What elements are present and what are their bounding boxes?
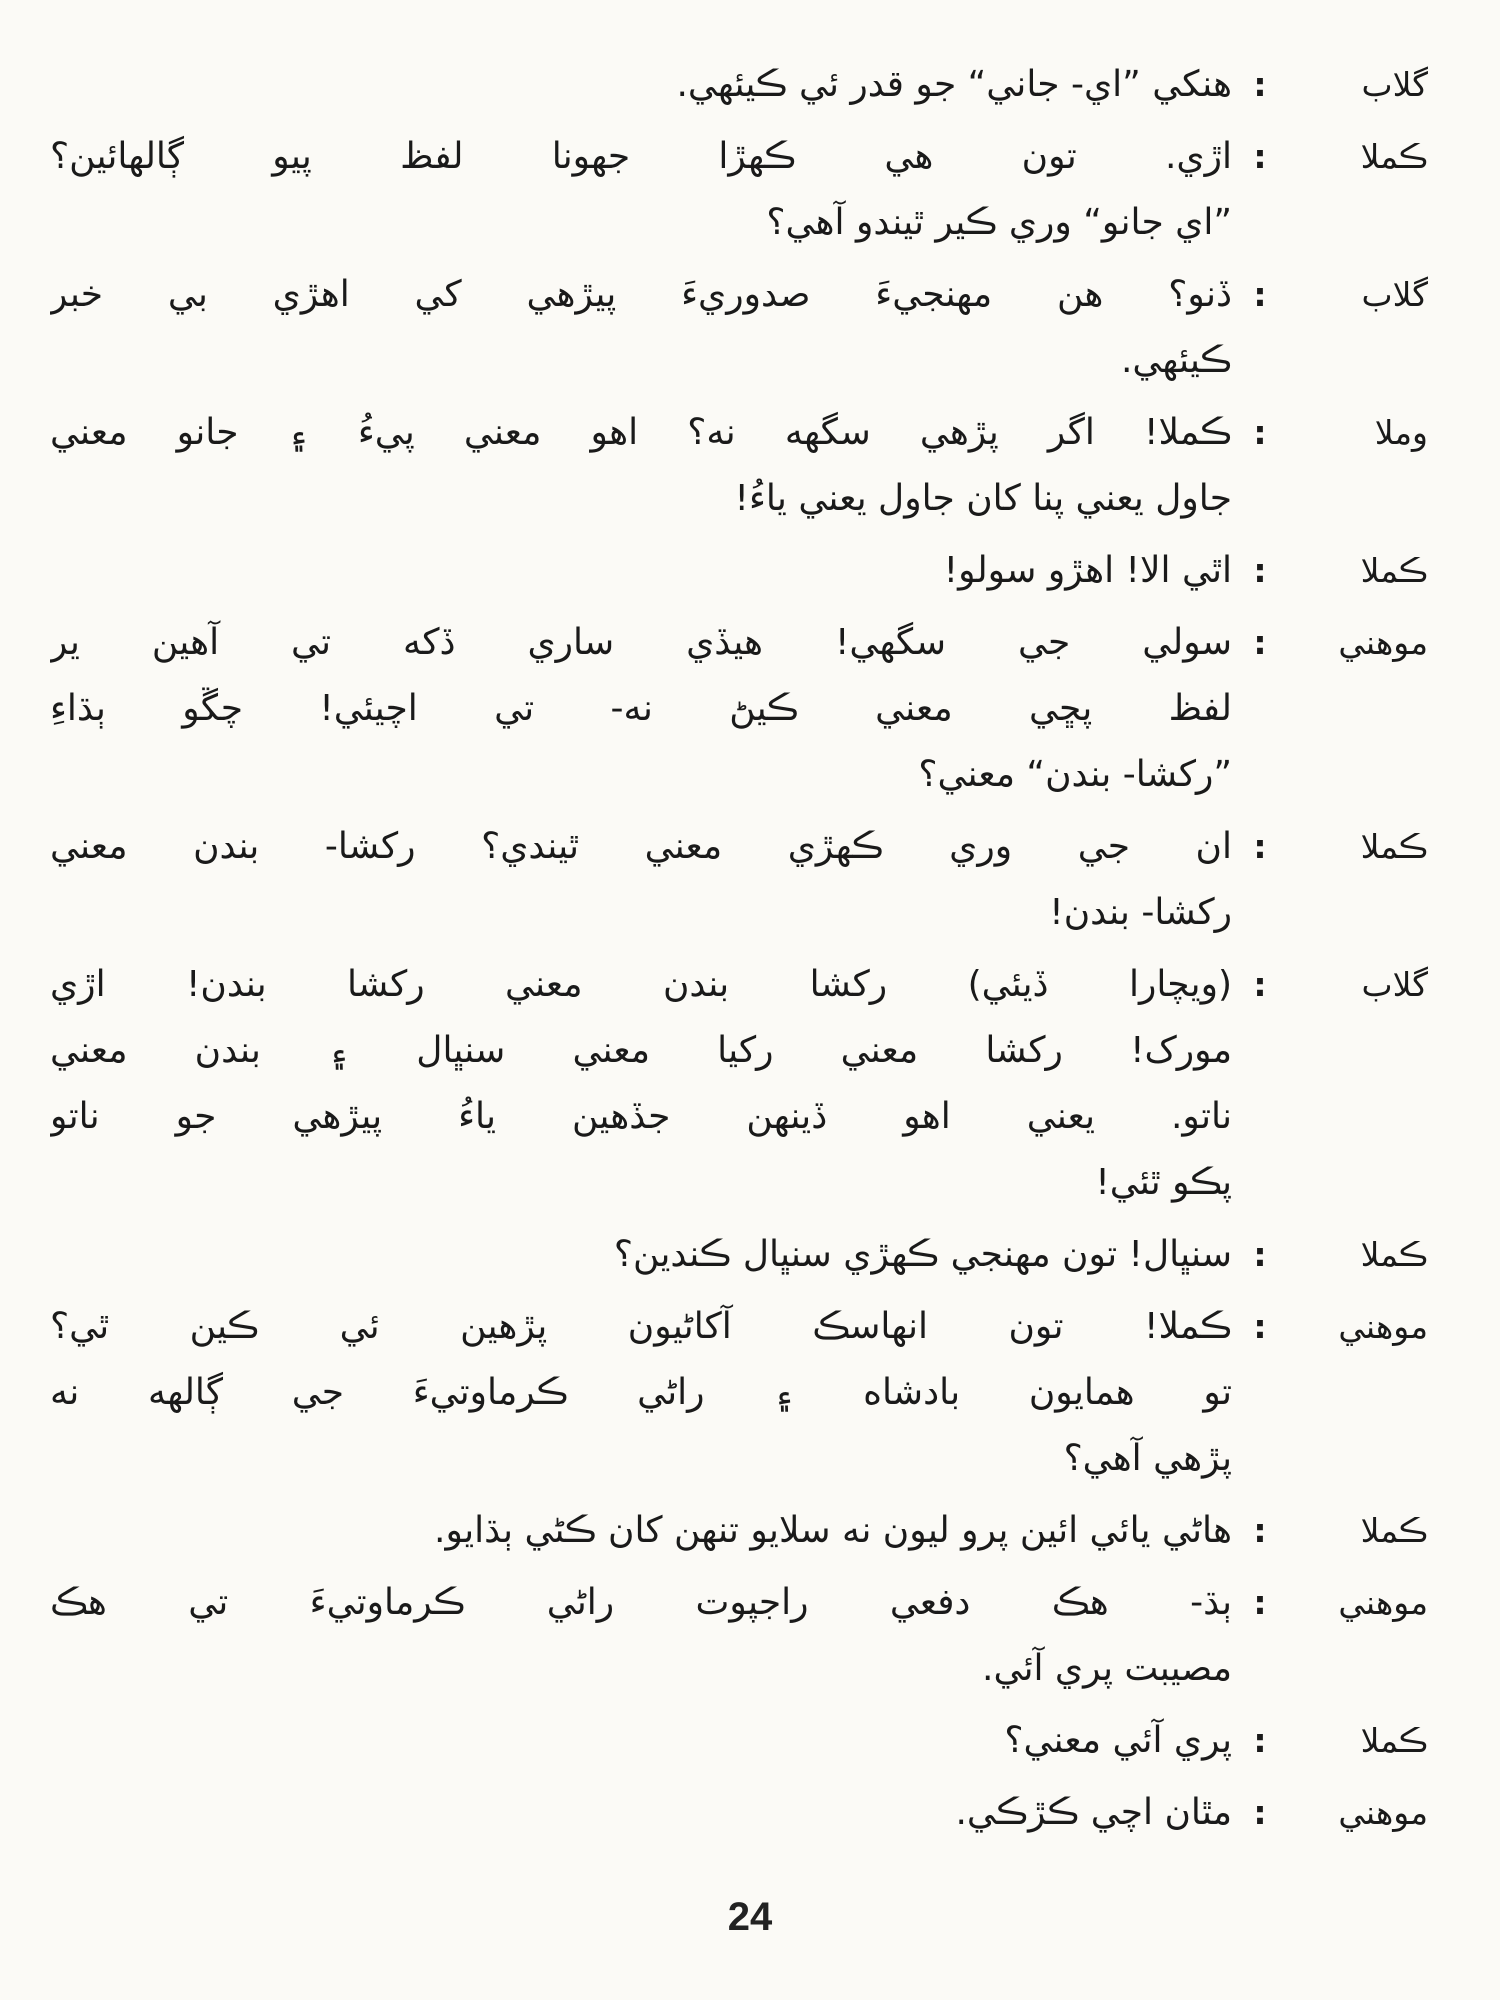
speech-line: هنکي ”اي- جاني“ جو قدر ئي ڪيئهي. [676, 64, 1232, 105]
page-number: 24 [727, 1895, 773, 1939]
speech-line: ”رکشا- بندن“ معني؟ [918, 754, 1232, 795]
speech-text [50, 262, 1232, 394]
speaker-name: ڪملا [1360, 827, 1428, 866]
speaker-name: موهني [1338, 1793, 1428, 1832]
speaker-colon: : [1253, 137, 1267, 176]
speech-line: ڏنو؟ هن مهنجيءَ صدوريءَ پيڙهي کي اهڙي بي خبر [50, 274, 1232, 315]
speech-text [50, 814, 1232, 946]
speech-line: لفظ پڇي معني ڪيڻ نه- تي اچيئي! چڱو ٻڌاءِ [50, 688, 1232, 729]
speaker-colon: : [1253, 1307, 1267, 1346]
speech-text [50, 52, 1232, 118]
speech-text [50, 538, 1232, 604]
speech-line: جاول يعني پنا کان جاول يعني ياءُ! [734, 478, 1232, 519]
speech-line: سنڀال! تون مهنجي ڪهڙي سنڀال ڪندين؟ [613, 1234, 1232, 1275]
dialogue-entry [50, 262, 1428, 394]
speech-line: (ويچارا ڏيئي) رکشا بندن معني رکشا بندن! اڙي [50, 964, 1232, 1005]
speaker-name: موهني [1338, 1583, 1428, 1622]
speech-text [50, 1498, 1232, 1564]
speech-line: مٿان اچي ڪڙڪي. [955, 1792, 1232, 1833]
dialogue-entry [50, 814, 1428, 946]
speaker-colon: : [1253, 65, 1267, 104]
speaker-name: گلاب [1361, 965, 1428, 1004]
speech-line: ناتو. يعني اهو ڏينهن جڏهين ياءُ پيڙهي جو ناتو [50, 1096, 1232, 1137]
speaker-name: ڪملا [1360, 551, 1428, 590]
dialogue-entry [50, 1780, 1428, 1846]
speech-line: تو همايون بادشاه ۽ راڻي ڪرماوتيءَ جي ڳالهه نه [50, 1372, 1232, 1413]
speech-line: ”اي جانو“ وري ڪير ٿيندو آهي؟ [766, 202, 1232, 243]
speech-line: ڪيئهي. [1120, 340, 1232, 381]
speaker-name: ڪملا [1360, 1235, 1428, 1274]
speech-text [50, 1780, 1232, 1846]
dialogue-entry [50, 952, 1428, 1216]
dialogue [50, 52, 1428, 1846]
speech-line: ان جي وري ڪهڙي معني ٿيندي؟ رکشا- بندن معني [50, 826, 1232, 867]
speech-line: ٻڌ- هڪ دفعي راجپوت راڻي ڪرماوتيءَ تي هڪ [50, 1582, 1232, 1623]
speaker-colon: : [1253, 551, 1267, 590]
speech-line: ڪملا! اگر پڙهي سگهه نه؟ اهو معني پيءُ ۽ جانو معني [50, 412, 1232, 453]
speaker-colon: : [1253, 1511, 1267, 1550]
speech-text [50, 1708, 1232, 1774]
dialogue-entry [50, 538, 1428, 604]
speaker-name: ڪملا [1360, 1721, 1428, 1760]
speech-line: پڙهي آهي؟ [1063, 1438, 1232, 1479]
dialogue-entry [50, 1708, 1428, 1774]
dialogue-entry [50, 610, 1428, 808]
speech-line: پري آئي معني؟ [1004, 1720, 1232, 1761]
speaker-colon: : [1253, 1235, 1267, 1274]
speech-text [50, 610, 1232, 808]
speech-text [50, 952, 1232, 1216]
speaker-name: وملا [1374, 413, 1428, 452]
speaker-name: موهني [1338, 1307, 1428, 1346]
speaker-colon: : [1253, 623, 1267, 662]
speech-line: اٿي الا! اهڙو سولو! [943, 550, 1232, 591]
speaker-colon: : [1253, 275, 1267, 314]
speaker-name: ڪملا [1360, 137, 1428, 176]
speech-text [50, 1294, 1232, 1492]
speaker-colon: : [1253, 1721, 1267, 1760]
speaker-name: ڪملا [1360, 1511, 1428, 1550]
speech-line: سولي جي سگهي! هيڏي ساري ڏکه تي آهين ير [50, 622, 1232, 663]
dialogue-entry [50, 1222, 1428, 1288]
speech-text [50, 1570, 1232, 1702]
speech-line: اڙي. تون هي ڪهڙا جهونا لفظ پيو ڳالهائين؟ [50, 136, 1232, 177]
dialogue-entry [50, 52, 1428, 118]
speaker-name: گلاب [1361, 275, 1428, 314]
speech-line: مصيبت پري آئي. [982, 1648, 1232, 1689]
speech-line: ڪملا! تون انهاسڪ آکاڻيون پڙهين ئي ڪين ٿي؟ [50, 1306, 1232, 1347]
dialogue-entry [50, 1498, 1428, 1564]
speech-text [50, 124, 1232, 256]
speech-line: مورک! رکشا معني رکيا معني سنڀال ۽ بندن معني [50, 1030, 1232, 1071]
speaker-colon: : [1253, 1583, 1267, 1622]
dialogue-entry [50, 1570, 1428, 1702]
speaker-colon: : [1253, 1793, 1267, 1832]
dialogue-entry [50, 1294, 1428, 1492]
dialogue-entry [50, 124, 1428, 256]
speech-text [50, 1222, 1232, 1288]
speaker-name: گلاب [1361, 65, 1428, 104]
speaker-name: موهني [1338, 623, 1428, 662]
dialogue-entry [50, 400, 1428, 532]
speech-line: پڪو ٿئي! [1095, 1162, 1232, 1203]
speaker-colon: : [1253, 827, 1267, 866]
speech-line: هاڻي يائي ائين پرو ليون نه سلايو تنهن کان ڪڻي ٻڌايو. [434, 1510, 1232, 1551]
speech-text [50, 400, 1232, 532]
speaker-colon: : [1253, 413, 1267, 452]
speaker-colon: : [1253, 965, 1267, 1004]
speech-line: رکشا- بندن! [1049, 892, 1232, 933]
